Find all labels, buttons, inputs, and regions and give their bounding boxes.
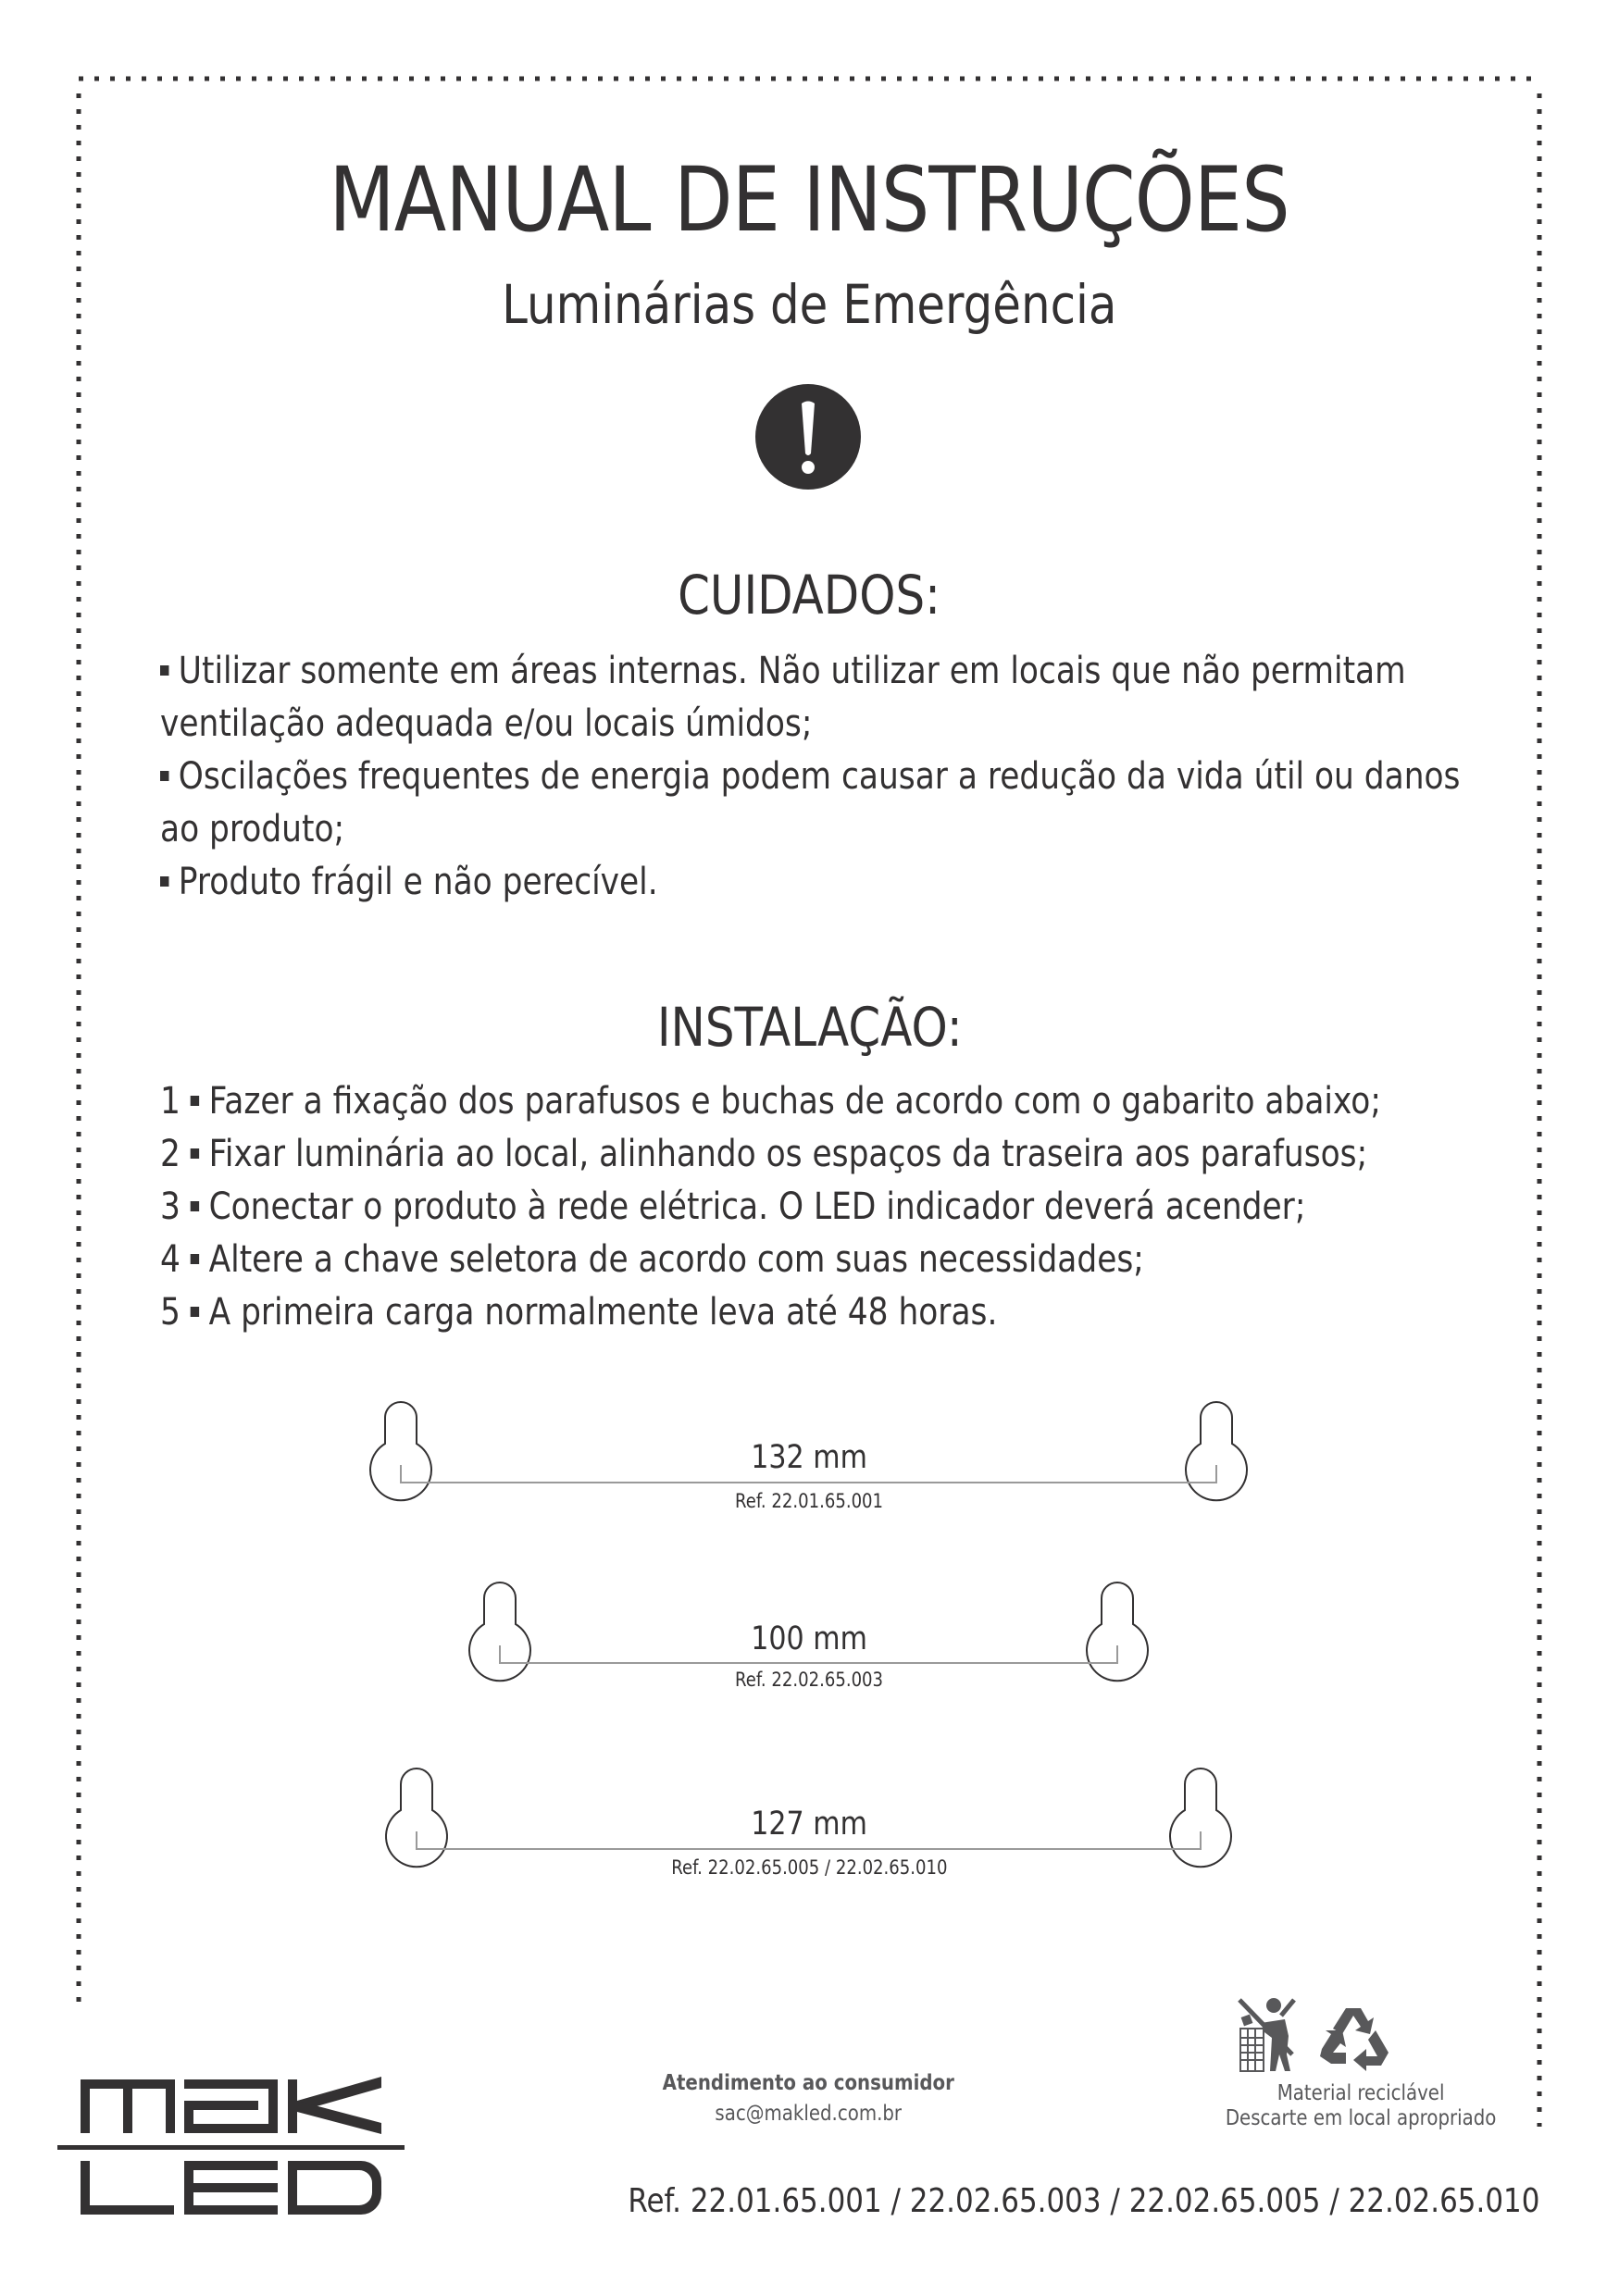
instalacao-heading: INSTALAÇÃO: <box>656 996 963 1059</box>
step-item: 5 A primeira carga normalmente leva até 48 horas. <box>160 1291 998 1334</box>
product-refs: Ref. 22.01.65.001 / 22.02.65.003 / 22.02.65.005 / 22.02.65.010 <box>627 2182 1539 2220</box>
template-3-ref: Ref. 22.02.65.005 / 22.02.65.010 <box>671 1856 948 1879</box>
recycle-icon <box>1318 2004 1390 2073</box>
makled-logo <box>51 2073 412 2226</box>
recycle-line-2: Descarte em local apropriado <box>1225 2106 1497 2130</box>
step-item: 3 Conectar o produto à rede elétrica. O LED indicador deverá acender; <box>160 1185 1306 1228</box>
template-3-distance: 127 mm <box>751 1806 868 1843</box>
cuidados-item: Utilizar somente em áreas internas. Não utilizar em locais que não permitam <box>160 645 1460 698</box>
page-title: MANUAL DE INSTRUÇÕES <box>329 148 1290 252</box>
cuidados-item: Oscilações frequentes de energia podem causar a redução da vida útil ou danos <box>160 751 1460 803</box>
page-subtitle: Luminárias de Emergência <box>502 273 1117 336</box>
cuidados-item-cont: ventilação adequada e/ou locais úmidos; <box>160 702 813 745</box>
step-item: 4 Altere a chave seletora de acordo com suas necessidades; <box>160 1238 1144 1281</box>
cuidados-item-cont: ao produto; <box>160 808 345 850</box>
support-email[interactable]: sac@makled.com.br <box>715 2102 902 2126</box>
template-2-distance: 100 mm <box>751 1620 868 1657</box>
template-2-ref: Ref. 22.02.65.003 <box>735 1669 884 1691</box>
support-label: Atendimento ao consumidor <box>662 2071 954 2095</box>
recycle-line-1: Material reciclável <box>1277 2081 1445 2105</box>
step-item: 2 Fixar luminária ao local, alinhando os espaços da traseira aos parafusos; <box>160 1133 1368 1175</box>
template-1-distance: 132 mm <box>751 1439 868 1476</box>
cuidados-heading: CUIDADOS: <box>678 564 941 627</box>
step-item: 1 Fazer a fixação dos parafusos e buchas de acordo com o gabarito abaixo; <box>160 1080 1381 1123</box>
cuidados-item: Produto frágil e não perecível. <box>160 856 1460 909</box>
template-1-ref: Ref. 22.01.65.001 <box>735 1490 884 1512</box>
no-littering-icon <box>1237 1997 1301 2075</box>
